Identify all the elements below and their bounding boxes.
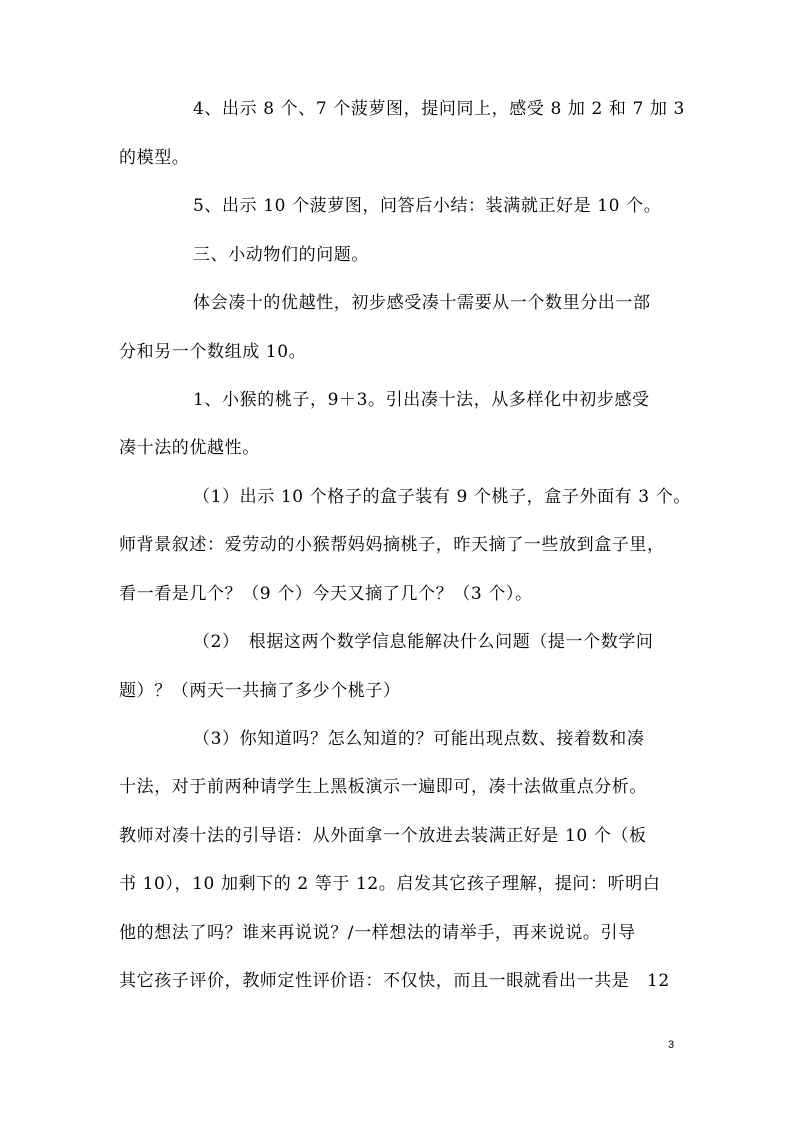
text-line: 看一看是几个？（9 个）今天又摘了几个？（3 个）。 (119, 584, 533, 604)
text-line: 1、小猴的桃子，9＋3。引出凑十法，从多样化中初步感受 (193, 390, 650, 410)
text-line: 题）？（两天一共摘了多少个桃子） (119, 681, 401, 701)
text-line: 体会凑十的优越性，初步感受凑十需要从一个数里分出一部 (193, 293, 651, 313)
text-line: 他的想法了吗？谁来再说说？/一样想法的请举手，再来说说。引导 (119, 923, 636, 943)
text-line: 4、出示 8 个、7 个菠萝图，提问同上，感受 8 加 2 和 7 加 3 (193, 99, 685, 119)
text-line: 书 10），10 加剩下的 2 等于 12。启发其它孩子理解，提问：听明白 (119, 874, 661, 894)
text-line: 十法，对于前两种请学生上黑板演示一遍即可，凑十法做重点分析。 (119, 777, 647, 797)
text-line: 的模型。 (119, 148, 190, 168)
text-line: （2） 根据这两个数学信息能解决什么问题（提一个数学问 (193, 632, 654, 652)
text-line: 凑十法的优越性。 (119, 438, 260, 458)
text-line: （3）你知道吗？怎么知道的？可能出现点数、接着数和凑 (193, 729, 645, 749)
section-heading: 三、小动物们的问题。 (193, 245, 369, 265)
text-line: 其它孩子评价，教师定性评价语：不仅快，而且一眼就看出一共是 12 (119, 971, 670, 991)
text-line: 分和另一个数组成 10。 (119, 342, 307, 362)
page-number: 3 (668, 1039, 675, 1051)
text-line: 教师对凑十法的引导语：从外面拿一个放进去装满正好是 10 个（板 (119, 826, 647, 846)
text-line: 师背景叙述：爱劳动的小猴帮妈妈摘桃子，昨天摘了一些放到盒子里， (119, 535, 665, 555)
text-line: 5、出示 10 个菠萝图，问答后小结：装满就正好是 10 个。 (193, 196, 662, 216)
text-line: （1）出示 10 个格子的盒子装有 9 个桃子，盒子外面有 3 个。 (193, 487, 691, 507)
